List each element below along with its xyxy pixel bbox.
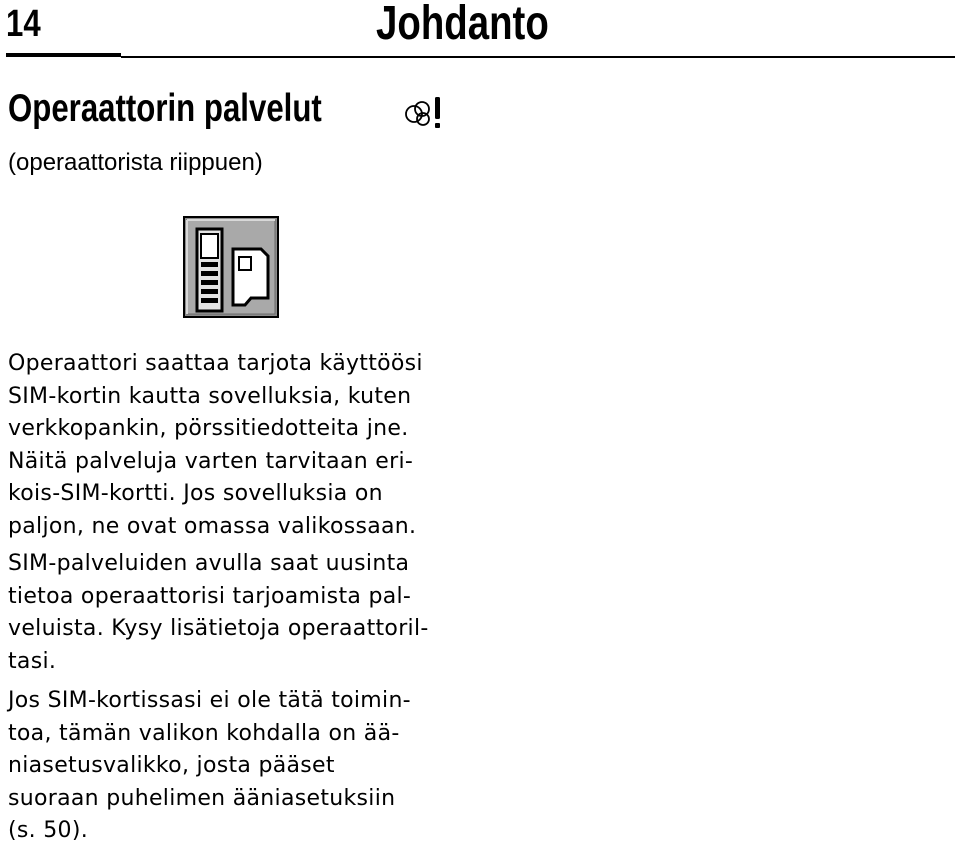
paragraph-line: SIM-palveluiden avulla saat uusinta: [8, 551, 410, 576]
paragraph-line: suoraan puhelimen ääniasetuksiin: [8, 785, 396, 811]
paragraph-line: paljon, ne ovat omassa valikossaan.: [8, 513, 417, 539]
paragraph-line: SIM-kortin kautta sovelluksia, kuten: [8, 383, 412, 409]
paragraph-line: Jos SIM-kortissasi ei ole tätä toimin-: [8, 688, 411, 713]
paragraph-2: [8, 548, 429, 678]
paragraph-line: veluista. Kysy lisätietoja operaattoril-: [8, 616, 429, 641]
section-title: Operaattorin palvelut: [8, 87, 322, 130]
paragraph-line: Näitä palveluja varten tarvitaan eri-: [8, 448, 414, 474]
paragraph-line: verkkopankin, pörssitiedotteita jne.: [8, 416, 409, 441]
sim-services-menu-icon: [183, 216, 279, 318]
paragraph-3: [8, 685, 411, 848]
paragraph-line: (s. 50).: [8, 818, 89, 843]
paragraph-1: [8, 348, 423, 543]
paragraph-line: tietoa operaattorisi tarjoamista pal-: [8, 583, 412, 609]
header-rule-thick: [6, 53, 121, 57]
operator-dependent-icon: [435, 97, 440, 128]
page-number: 14: [6, 3, 41, 45]
section-subtitle: (operaattorista riippuen): [8, 149, 263, 176]
paragraph-line: tasi.: [8, 648, 57, 674]
paragraph-line: niasetusvalikko, josta pääset: [8, 753, 335, 778]
paragraph-line: Operaattori saattaa tarjota käyttöösi: [8, 351, 423, 376]
paragraph-line: kois-SIM-kortti. Jos sovelluksia on: [8, 481, 383, 506]
chapter-title: Johdanto: [376, 0, 549, 50]
feature-options-icon: [406, 102, 429, 125]
header-rule-thin: [121, 56, 955, 58]
paragraph-line: toa, tämän valikon kohdalla on ää-: [8, 720, 400, 746]
title-icons: [400, 94, 448, 130]
